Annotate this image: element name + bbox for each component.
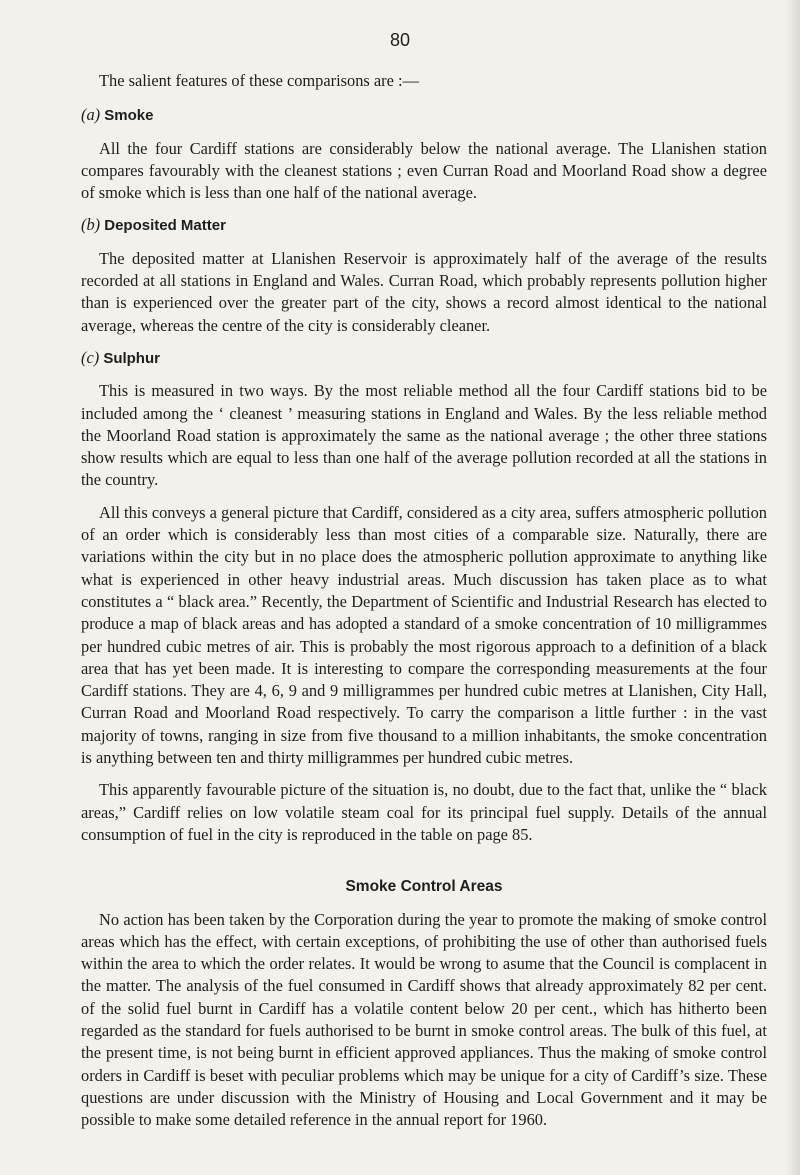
section-letter: (a) — [81, 105, 101, 125]
section-heading-smoke — [81, 104, 767, 127]
page-edge-shadow — [786, 0, 800, 1175]
paragraph-smoke: All the four Cardiff stations are considerably below the national average. The Llanishen station compares favourably with the cleanest stations ; even Curran Road and Moorland Road show a degree of smoke which is less than one half of the national average. — [81, 138, 767, 203]
paragraph-deposited-matter: The deposited matter at Llanishen Reservoir is approximately half of the average of the results recorded at all stations in England and Wales. Curran Road, which probably represents pollution higher than is experienced over the greater part of the city, shows a record almost identical to the national average, whereas the centre of the city is considerably cleaner. — [81, 248, 767, 335]
section-title: Deposited Matter — [104, 217, 226, 235]
paragraph-sulphur: This is measured in two ways. By the most reliable method all the four Cardiff stations bid to be included among the ‘ cleanest ’ measuring stations in England and Wales. By the less reliable method the Moorland Road station is approximately the same as the national average ; the other three stations show results which are equal to less than one half of the average pollution recorded at all the stations in the country. — [81, 381, 767, 490]
intro-paragraph: The salient features of these comparisons are :— — [99, 71, 419, 90]
section-letter: (c) — [81, 347, 100, 367]
document-body — [81, 70, 767, 1141]
paragraph-smoke-control: No action has been taken by the Corporation during the year to promote the making of smoke control areas which has the effect, with certain exceptions, of prohibiting the use of other than authorised fuels within the area to which the order relates. It would be wrong to asume that the Council is complacent in the matter. The analysis of the fuel consumed in Cardiff shows that already approximately 82 per cent. of the solid fuel burnt in Cardiff has a volatile content below 20 per cent., which has hitherto been regarded as the standard for fuels authorised to be burnt in smoke control areas. The bulk of this fuel, at the present time, is not being burnt in efficient approved appliances. Thus the making of smoke control orders in Cardiff is beset with peculiar problems which may be unique for a city of Cardiff’s size. These questions are under discussion with the Ministry of Housing and Local Government and it may be possible to make some detailed reference in the annual report for 1960. — [81, 909, 767, 1130]
section-heading-deposited-matter — [81, 214, 767, 237]
paragraph-general-picture: All this conveys a general picture that Cardiff, considered as a city area, suffers atmospheric pollution of an order which is considerably less than most cities of a comparable size. Naturally, there are variations within the city but in no place does the atmospheric pollution approximate to anything like what is experienced in other heavy industrial areas. Much discussion has taken place as to what constitutes a “ black area.” Recently, the Department of Scientific and Industrial Research has elected to produce a map of black areas and has adopted a standard of a smoke concentration of 10 milligrammes per hundred cubic metres of air. This is probably the most rigorous approach to a definition of a black area that has yet been made. It is interesting to compare the corresponding measurements at the four Cardiff stations. They are 4, 6, 9 and 9 milligrammes per hundred cubic metres at Llanishen, City Hall, Curran Road and Moorland Road respectively. To carry the comparison a little further : in the vast majority of towns, ranging in size from five thousand to a million inhabitants, the smoke concentration is anything between ten and thirty milligrammes per hundred cubic metres. — [81, 502, 768, 768]
section-heading-sulphur — [81, 347, 767, 370]
section-title: Smoke — [104, 107, 154, 125]
page-number: 80 — [389, 30, 411, 50]
paragraph-favourable-picture: This apparently favourable picture of the situation is, no doubt, due to the fact that, unlike the “ black areas,” Cardiff relies on low volatile steam coal for its principal fuel supply. Details of the annual consumption of fuel in the city is reproduced in the table on page 85. — [81, 780, 767, 844]
section-letter: (b) — [81, 215, 101, 235]
section-title: Sulphur — [103, 349, 160, 367]
smoke-control-heading: Smoke Control Areas — [345, 878, 503, 896]
